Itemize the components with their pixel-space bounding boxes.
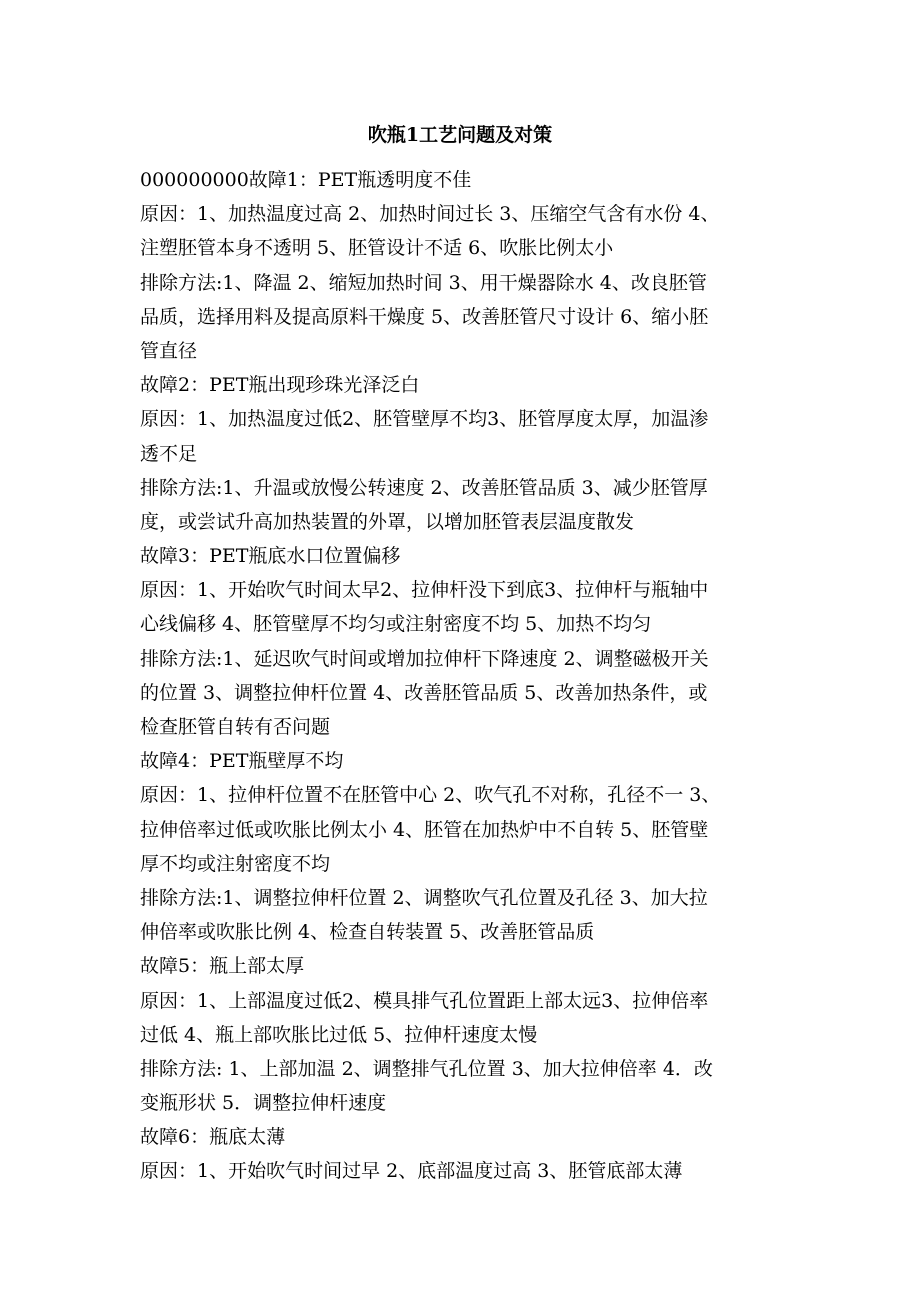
document-title: 吹瓶1工艺问题及对策 xyxy=(367,124,553,146)
text-line: 排除方法: 1、上部加温 2、调整排气孔位置 3、加大拉伸倍率 4．改 xyxy=(140,1057,713,1080)
text-line: 心线偏移 4、胚管壁厚不均匀或注射密度不均 5、加热不均匀 xyxy=(140,613,652,636)
text-line: 故障2：PET瓶出现珍珠光泽泛白 xyxy=(140,374,420,397)
text-line: 排除方法:1、降温 2、缩短加热时间 3、用干燥器除水 4、改良胚管 xyxy=(140,271,707,294)
text-line: 度，或尝试升高加热装置的外罩，以增加胚管表层温度散发 xyxy=(140,510,635,533)
text-line: 检查胚管自转有否问题 xyxy=(140,716,331,738)
text-line: 故障4：PET瓶壁厚不均 xyxy=(140,750,344,773)
text-line: 原因：1、开始吹气时间太早2、拉伸杆没下到底3、拉伸杆与瓶轴中 xyxy=(140,579,709,602)
text-line: 伸倍率或吹胀比例 4、检查自转装置 5、改善胚管品质 xyxy=(140,921,595,944)
text-line: 过低 4、瓶上部吹胀比过低 5、拉伸杆速度太慢 xyxy=(140,1023,538,1046)
text-line: 原因：1、加热温度过高 2、加热时间过长 3、压缩空气含有水份 4、 xyxy=(140,203,720,226)
text-line: 排除方法:1、调整拉伸杆位置 2、调整吹气孔位置及孔径 3、加大拉 xyxy=(140,886,708,909)
text-line: 故障3：PET瓶底水口位置偏移 xyxy=(140,545,401,568)
text-line: 厚不均或注射密度不均 xyxy=(140,852,331,875)
text-line: 原因：1、加热温度过低2、胚管壁厚不均3、胚管厚度太厚，加温渗 xyxy=(140,408,709,431)
text-line: 原因：1、开始吹气时间过早 2、底部温度过高 3、胚管底部太薄 xyxy=(140,1160,683,1183)
text-line: 品质，选择用料及提高原料干燥度 5、改善胚管尺寸设计 6、缩小胚 xyxy=(140,305,709,328)
text-line: 管直径 xyxy=(140,339,198,362)
text-line: 原因：1、上部温度过低2、模具排气孔位置距上部太远3、拉伸倍率 xyxy=(140,989,709,1012)
text-line: 故障5：瓶上部太厚 xyxy=(140,955,305,978)
document-body xyxy=(140,163,805,1189)
text-line: 原因：1、拉伸杆位置不在胚管中心 2、吹气孔不对称，孔径不一 3、 xyxy=(140,784,721,807)
text-line: 的位置 3、调整拉伸杆位置 4、改善胚管品质 5、改善加热条件，或 xyxy=(140,681,708,704)
text-line: 变瓶形状 5．调整拉伸杆速度 xyxy=(140,1092,387,1115)
text-line: 000000000故障1：PET瓶透明度不佳 xyxy=(140,169,472,191)
text-line: 拉伸倍率过低或吹胀比例太小 4、胚管在加热炉中不自转 5、胚管壁 xyxy=(140,818,709,841)
text-line: 排除方法:1、延迟吹气时间或增加拉伸杆下降速度 2、调整磁极开关 xyxy=(140,647,709,670)
text-line: 透不足 xyxy=(140,442,198,465)
text-line: 排除方法:1、升温或放慢公转速度 2、改善胚管品质 3、减少胚管厚 xyxy=(140,476,708,499)
text-line: 注塑胚管本身不透明 5、胚管设计不适 6、吹胀比例太小 xyxy=(140,237,614,260)
text-line: 故障6：瓶底太薄 xyxy=(140,1126,286,1149)
